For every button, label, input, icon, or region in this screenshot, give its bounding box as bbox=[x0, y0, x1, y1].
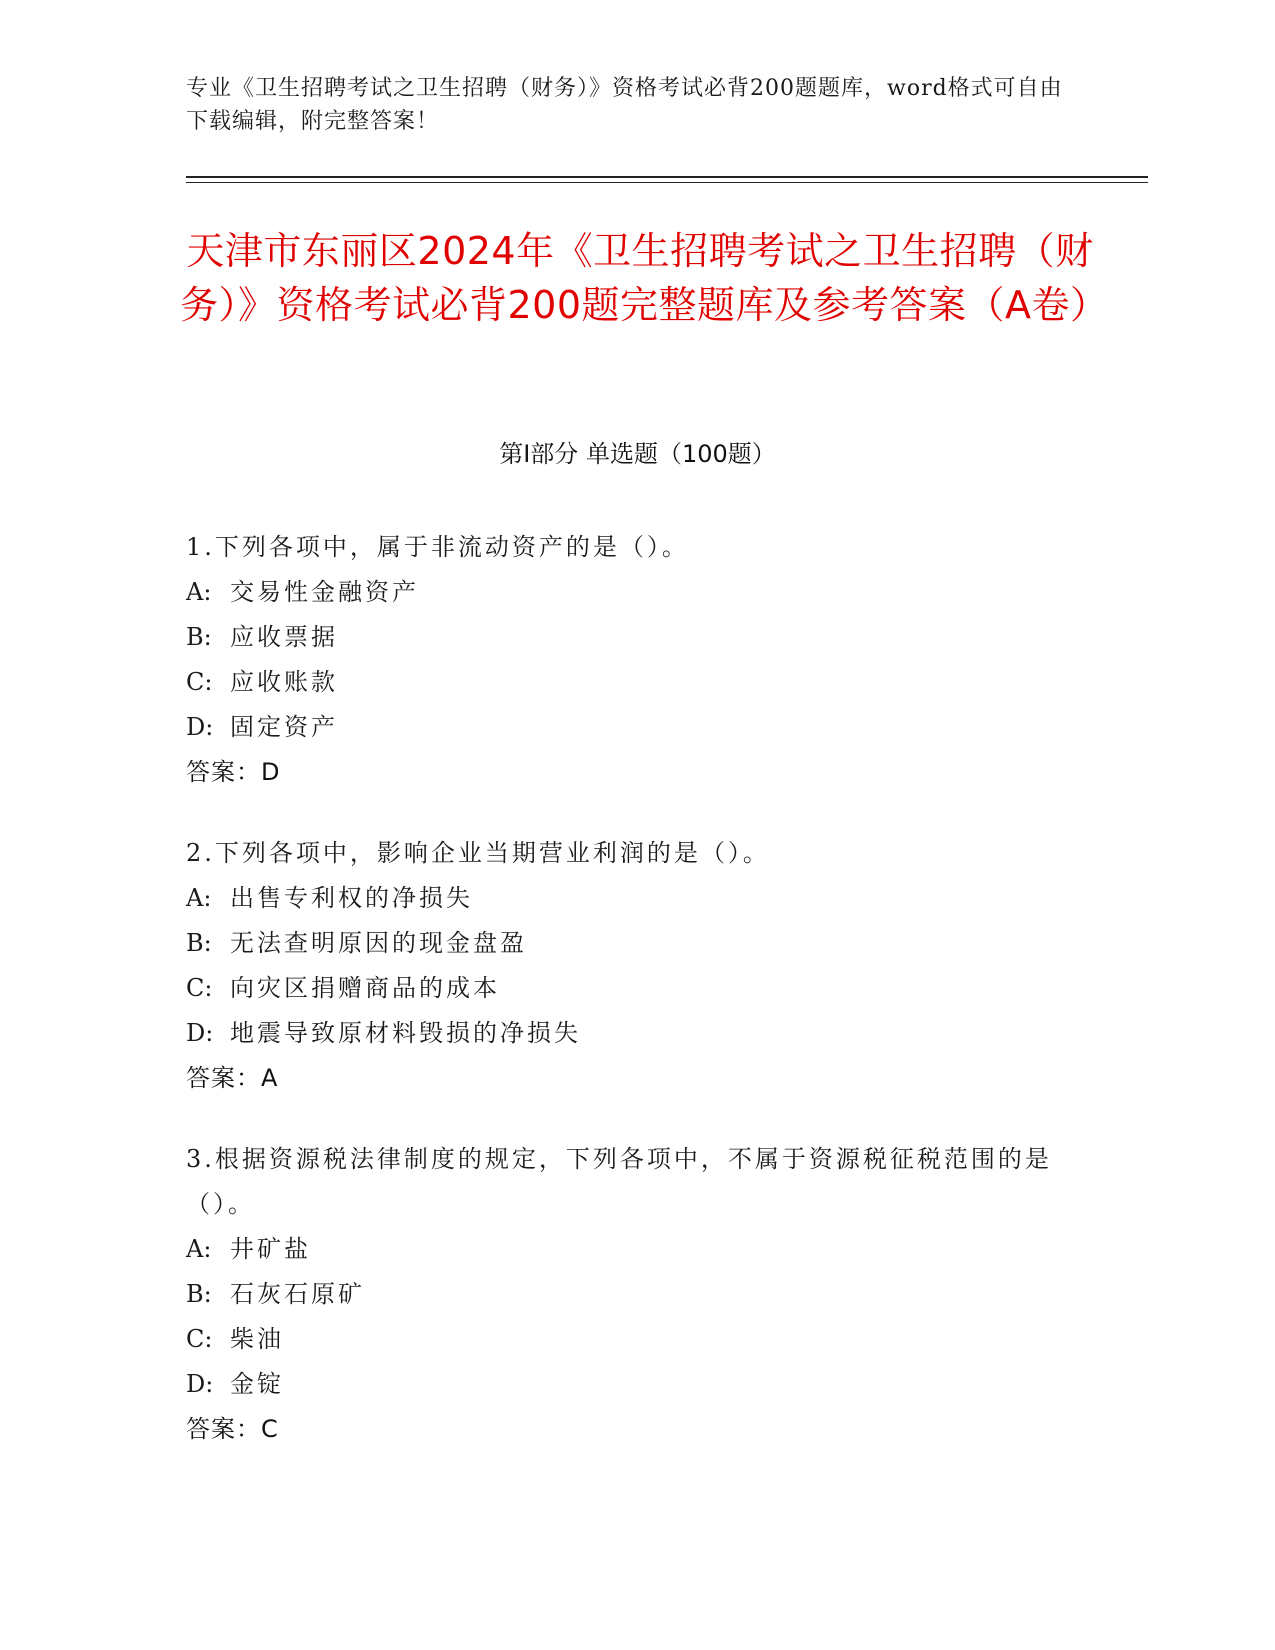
option-letter: A: bbox=[186, 884, 212, 912]
question-stem: 3.根据资源税法律制度的规定，下列各项中，不属于资源税征税范围的是（）。 bbox=[186, 1145, 1052, 1218]
question-stem: 2.下列各项中，影响企业当期营业利润的是（）。 bbox=[186, 839, 770, 867]
option-text: 石灰石原矿 bbox=[230, 1280, 365, 1308]
header-divider-thick bbox=[186, 176, 1148, 178]
option-d bbox=[186, 1362, 1086, 1407]
header-divider-thin bbox=[186, 182, 1148, 183]
option-letter: D: bbox=[186, 1370, 214, 1398]
option-c bbox=[186, 966, 1086, 1011]
option-text: 井矿盐 bbox=[230, 1235, 311, 1263]
option-letter: C: bbox=[186, 974, 213, 1002]
option-letter: B: bbox=[186, 929, 212, 957]
option-text: 应收票据 bbox=[230, 623, 338, 651]
option-text: 向灾区捐赠商品的成本 bbox=[230, 974, 500, 1002]
option-letter: A: bbox=[186, 1235, 212, 1263]
option-b bbox=[186, 921, 1086, 966]
header-note: 专业《卫生招聘考试之卫生招聘（财务）》资格考试必背200题题库，word格式可自由下载编辑，附完整答案！ bbox=[186, 76, 1063, 134]
option-a bbox=[186, 1227, 1086, 1272]
option-text: 无法查明原因的现金盘盈 bbox=[230, 929, 527, 957]
option-text: 固定资产 bbox=[230, 713, 338, 741]
option-letter: D: bbox=[186, 1019, 214, 1047]
option-text: 出售专利权的净损失 bbox=[230, 884, 473, 912]
answer-line: 答案：D bbox=[186, 758, 281, 786]
option-letter: A: bbox=[186, 578, 212, 606]
option-text: 交易性金融资产 bbox=[230, 578, 419, 606]
option-d bbox=[186, 705, 1086, 750]
option-letter: B: bbox=[186, 1280, 212, 1308]
answer-line: 答案：A bbox=[186, 1064, 279, 1092]
option-text: 地震导致原材料毁损的净损失 bbox=[230, 1019, 581, 1047]
option-a bbox=[186, 570, 1086, 615]
option-d bbox=[186, 1011, 1086, 1056]
option-text: 柴油 bbox=[230, 1325, 284, 1353]
option-b bbox=[186, 615, 1086, 660]
option-b bbox=[186, 1272, 1086, 1317]
option-letter: B: bbox=[186, 623, 212, 651]
question-list bbox=[186, 525, 1086, 1488]
option-text: 应收账款 bbox=[230, 668, 338, 696]
option-letter: C: bbox=[186, 668, 213, 696]
option-letter: C: bbox=[186, 1325, 213, 1353]
option-letter: D: bbox=[186, 713, 214, 741]
section-title: 第Ⅰ部分 单选题（100题） bbox=[499, 440, 776, 468]
option-a bbox=[186, 876, 1086, 921]
option-c bbox=[186, 1317, 1086, 1362]
option-text: 金锭 bbox=[230, 1370, 284, 1398]
option-c bbox=[186, 660, 1086, 705]
document-title: 天津市东丽区2024年《卫生招聘考试之卫生招聘（财务）》资格考试必背200题完整题库及参考答案（A卷） bbox=[180, 229, 1109, 327]
question-1 bbox=[186, 525, 1086, 795]
question-2 bbox=[186, 831, 1086, 1101]
answer-line: 答案：C bbox=[186, 1415, 279, 1443]
question-3 bbox=[186, 1137, 1086, 1452]
question-stem: 1.下列各项中，属于非流动资产的是（）。 bbox=[186, 533, 689, 561]
